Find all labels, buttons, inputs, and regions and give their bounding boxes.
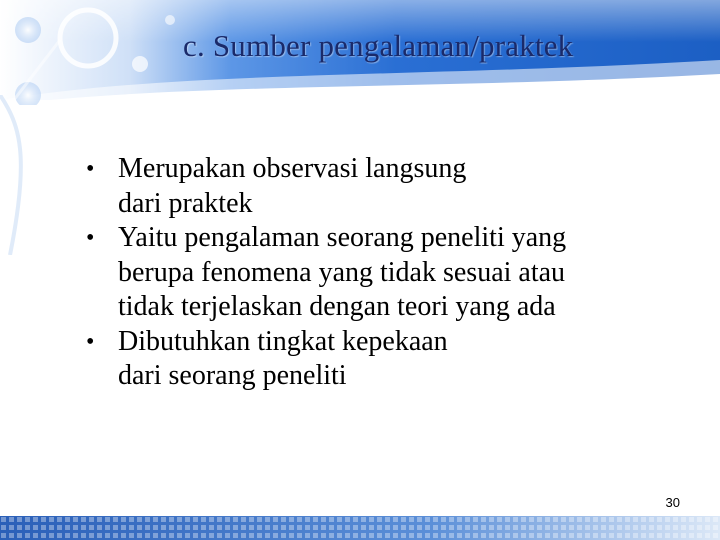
bullet-text-line: dari praktek [118, 187, 253, 219]
circle-tiny-icon [132, 56, 148, 72]
bullet-text-line: Dibutuhkan tingkat kepekaan [118, 325, 448, 357]
bullet-icon: • [86, 328, 95, 355]
bullet-text-line: dari seorang peneliti [118, 360, 347, 391]
bullet-list [86, 152, 686, 394]
footer-bar [0, 516, 720, 540]
side-swoosh [0, 95, 60, 255]
bullet-icon: • [86, 225, 95, 251]
header-band [0, 0, 720, 105]
bullet-text-line: Yaitu pengalaman seorang peneliti yang [118, 222, 567, 253]
bullet-text-line: Merupakan observasi langsung [118, 153, 467, 184]
bullet-text-line: tidak terjelaskan dengan teori yang ada [118, 291, 556, 322]
bullet-text-line: berupa fenomena yang tidak sesuai atau [118, 256, 566, 288]
page-number: 30 [665, 495, 680, 510]
bullet-item-3 [86, 325, 686, 394]
bullet-item-2 [86, 221, 686, 325]
circle-dot-icon [165, 15, 175, 25]
slide-title: c. Sumber pengalaman/praktek [183, 28, 574, 63]
bullet-item-1 [86, 152, 686, 221]
footer-decoration [0, 516, 720, 540]
circle-small-icon [15, 17, 41, 43]
bullet-icon: • [86, 156, 95, 182]
